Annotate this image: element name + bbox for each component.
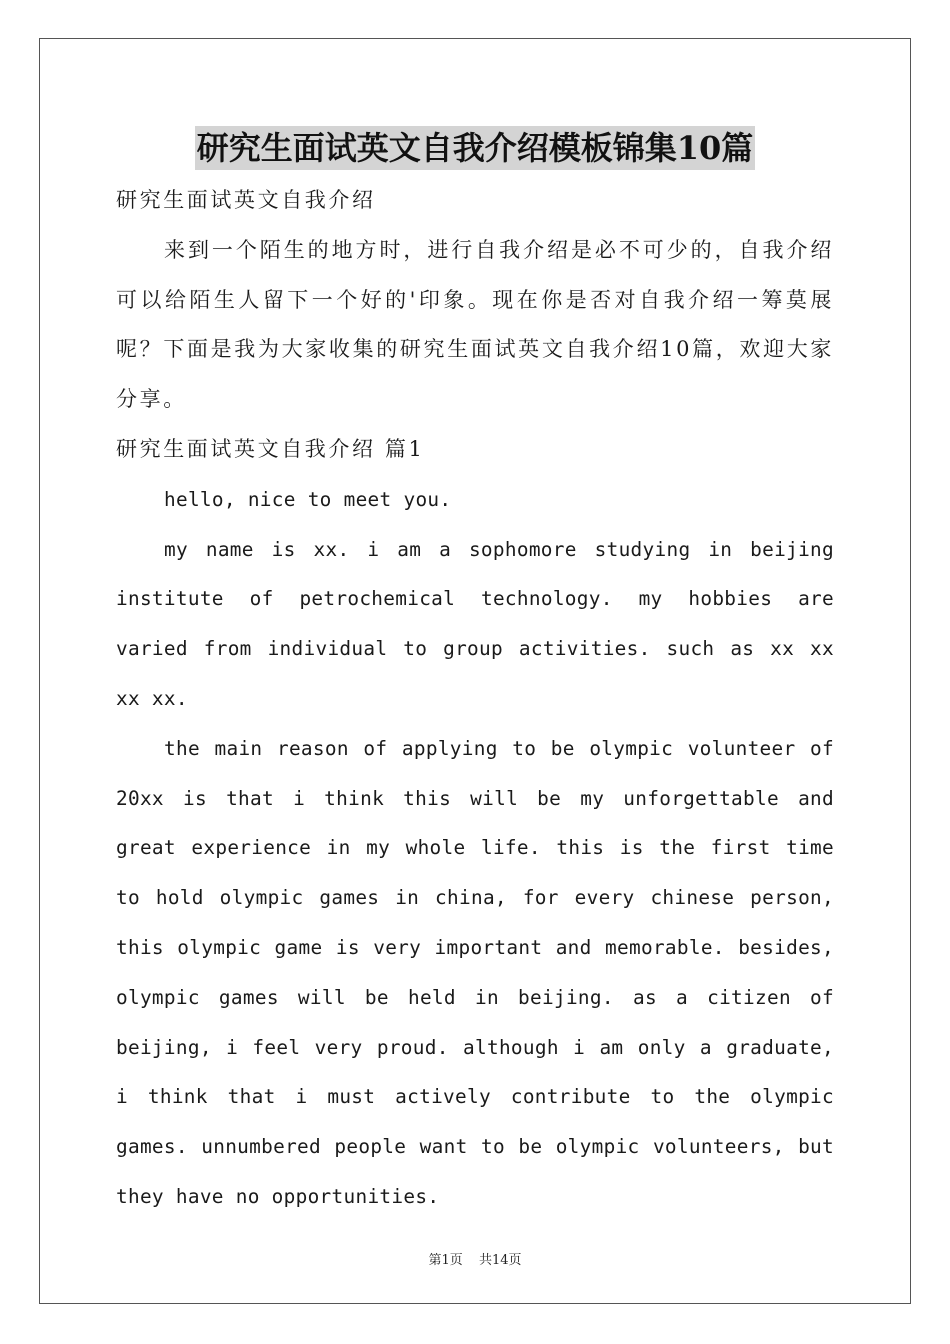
body-paragraph-reason: the main reason of applying to be olympic volunteer of 20xx is that i think this will be my unforgettable and great experience in my whole life. this is the first time to hold olympic games in china, for every chinese person, this olympic game is very important and memorable. besides, olympic games will be held in beijing. as a citizen of beijing, i feel very proud. although i am only a graduate, i think that i must actively contribute to the olympic games. unnumbered people want to be olympic volunteers, but they have no opportunities.: [116, 736, 834, 1208]
intro-paragraph: 来到一个陌生的地方时，进行自我介绍是必不可少的，自我介绍可以给陌生人留下一个好的'印象。现在你是否对自我介绍一筹莫展呢？下面是我为大家收集的研究生面试英文自我介绍10篇，欢迎大家分享。: [116, 237, 834, 412]
section-heading: 研究生面试英文自我介绍 篇1: [116, 436, 425, 461]
body-paragraph-introduction: my name is xx. i am a sophomore studying in beijing institute of petrochemical technology. my hobbies are varied from individual to group activities. such as xx xx xx xx.: [116, 537, 834, 710]
page-footer: [0, 1249, 950, 1268]
title-container: [0, 126, 950, 170]
document-title: 研究生面试英文自我介绍模板锦集10篇: [195, 126, 756, 170]
body-paragraph-greeting: hello, nice to meet you.: [164, 487, 452, 511]
page-total: 共14页: [478, 1253, 522, 1268]
document-body: [116, 176, 834, 1222]
document-subtitle: 研究生面试英文自我介绍: [116, 188, 376, 212]
page-number: 第1页: [428, 1253, 463, 1268]
